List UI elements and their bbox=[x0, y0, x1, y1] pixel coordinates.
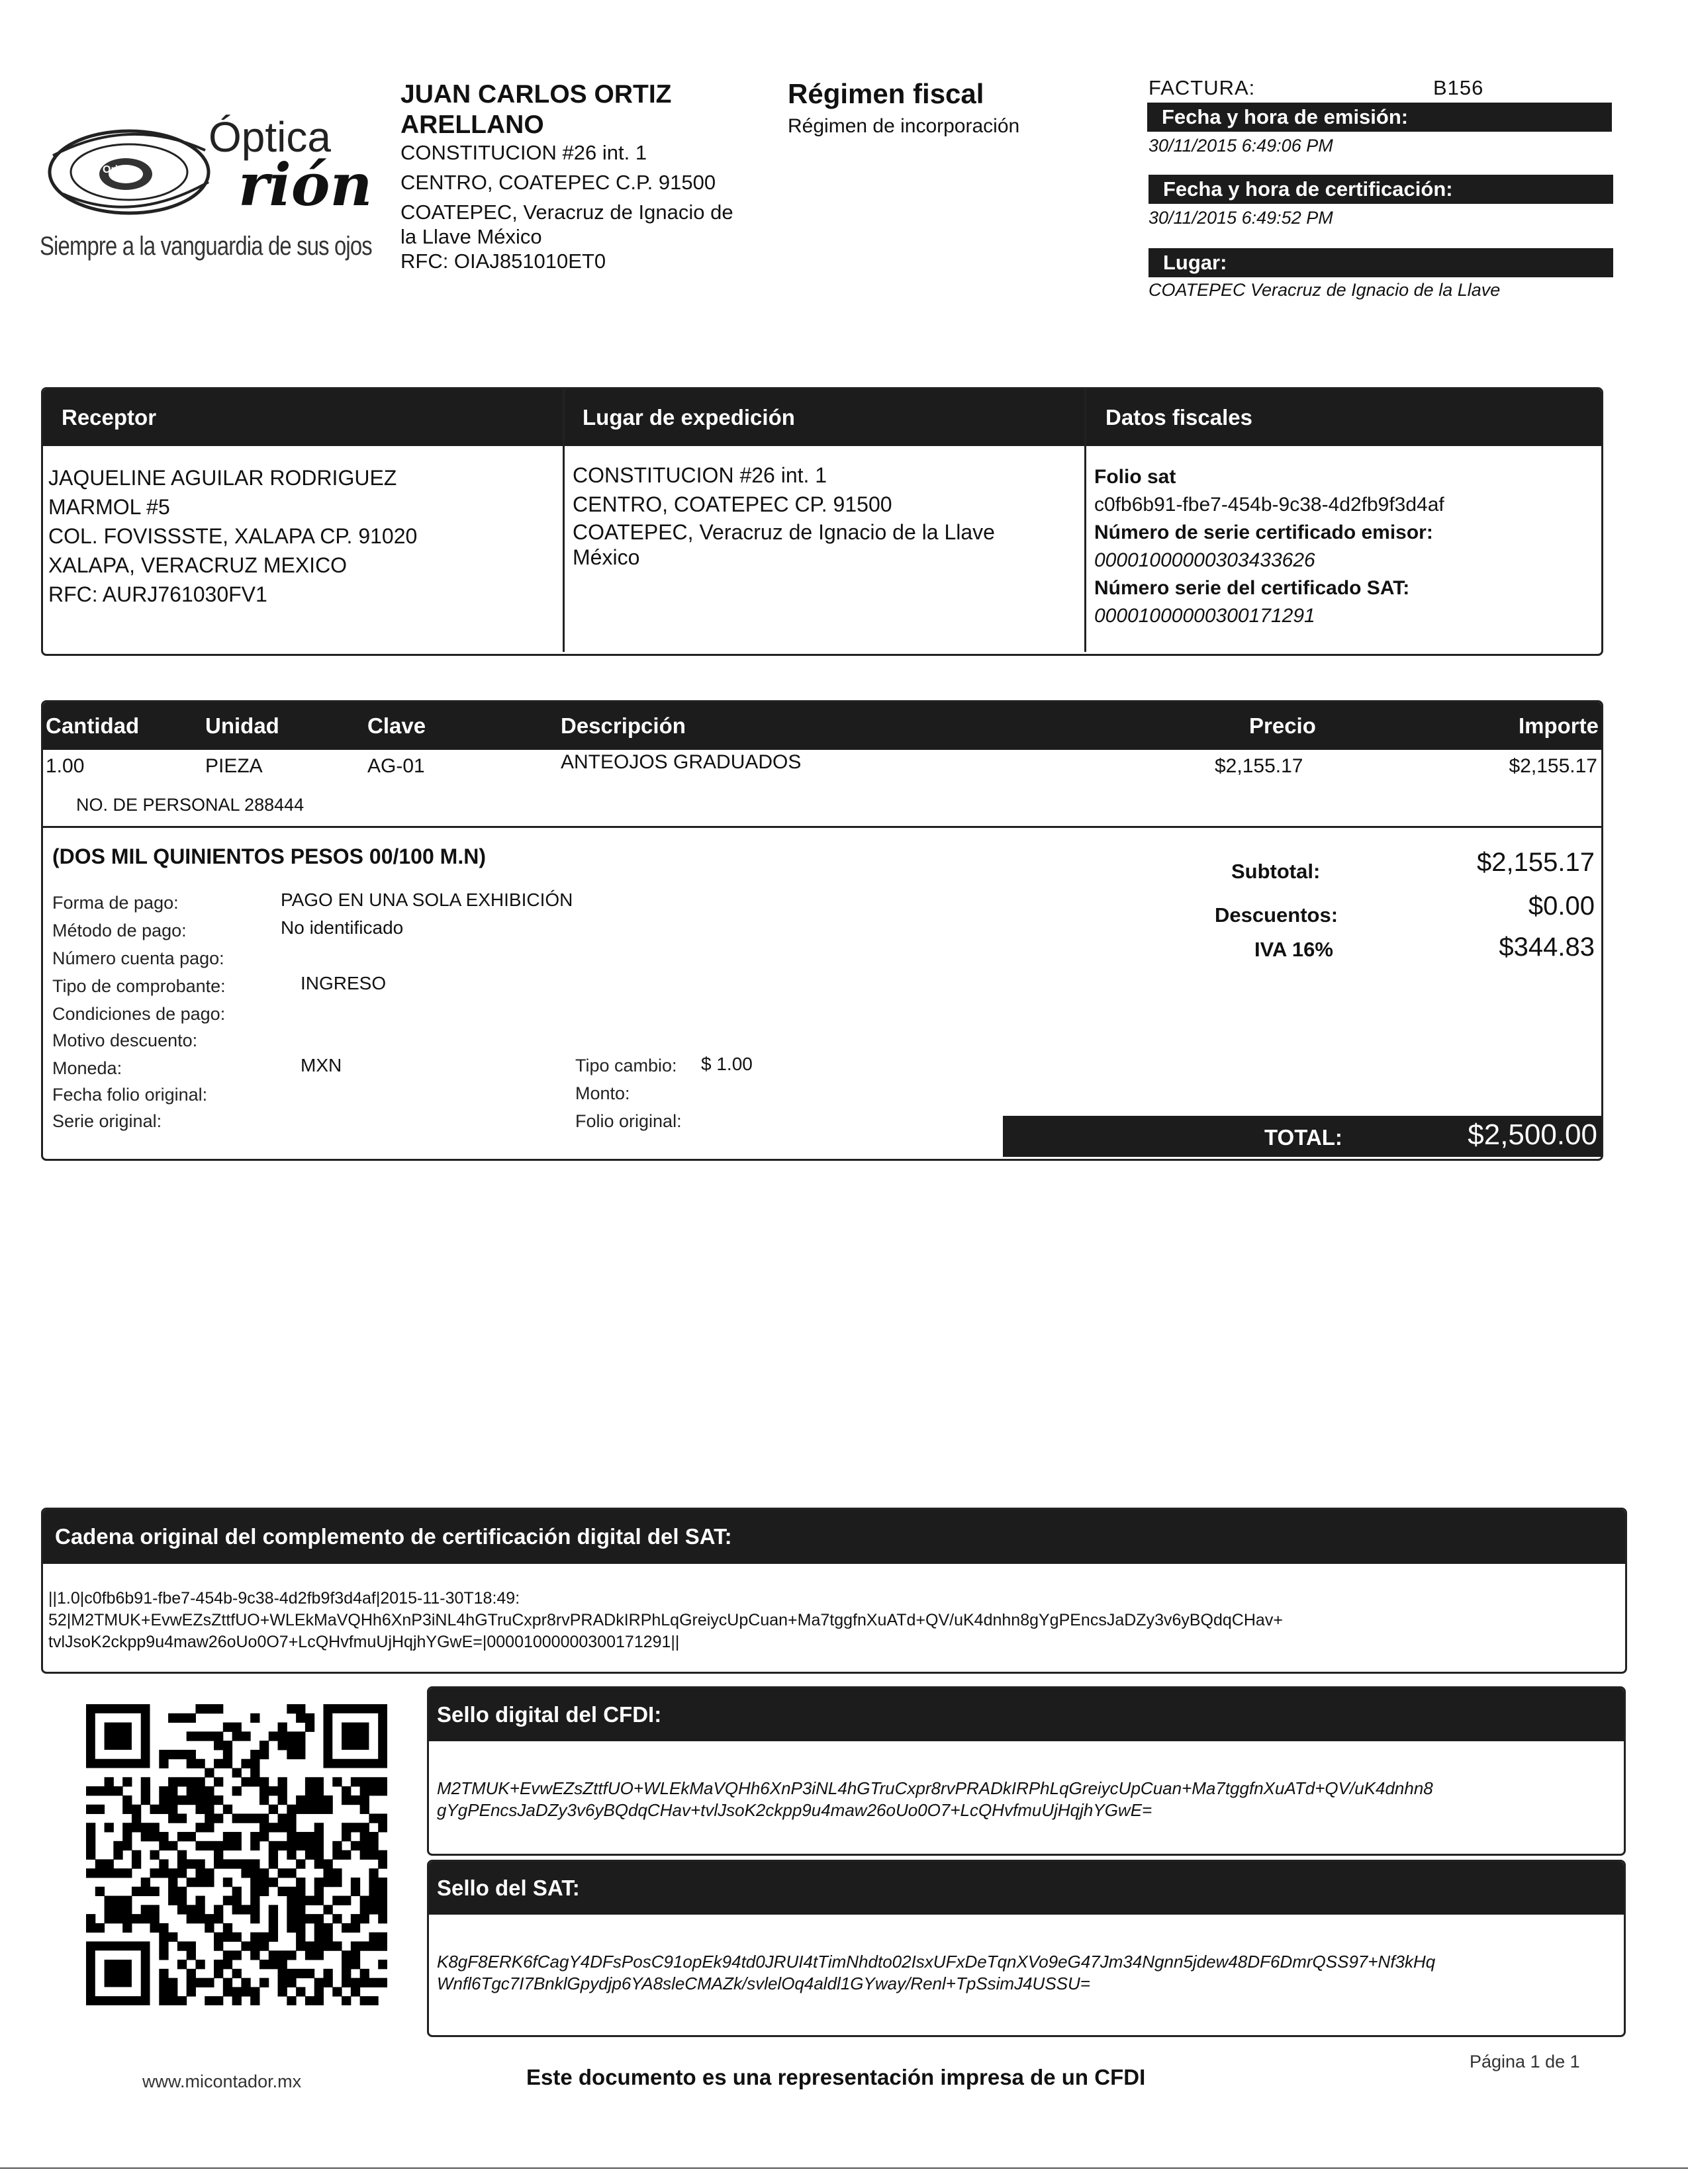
iva-label: IVA 16% bbox=[1254, 938, 1333, 961]
expedition-line1: CONSTITUCION #26 int. 1 bbox=[573, 463, 827, 487]
regime-title: Régimen fiscal bbox=[788, 78, 984, 109]
conditions-label: Condiciones de pago: bbox=[52, 1004, 226, 1024]
sello-sat-box bbox=[427, 1860, 1626, 2037]
expedition-line4: México bbox=[573, 545, 640, 569]
orig-series-label: Serie original: bbox=[52, 1111, 162, 1131]
cadena-text bbox=[48, 1588, 1611, 1653]
exchange-value: $ 1.00 bbox=[701, 1054, 753, 1074]
col-description: Descripción bbox=[561, 713, 686, 738]
col-amount: Importe bbox=[1518, 713, 1599, 738]
row-description: ANTEOJOS GRADUADOS bbox=[561, 751, 802, 773]
divider bbox=[563, 389, 565, 652]
items-box bbox=[41, 700, 1603, 1161]
logo-emblem-text: Orión bbox=[103, 164, 131, 175]
fiscal-details bbox=[1094, 463, 1597, 630]
emitter-name-line2: ARELLANO bbox=[400, 111, 544, 139]
cadena-line1: ||1.0|c0fb6b91-fbe7-454b-9c38-4d2fb9f3d4af|2015-11-30T18:49: bbox=[48, 1589, 520, 1608]
sello-cfdi-header: Sello digital del CFDI: bbox=[429, 1688, 1624, 1741]
item-note: NO. DE PERSONAL 288444 bbox=[76, 795, 305, 815]
cadena-box bbox=[41, 1508, 1627, 1674]
col-unit: Unidad bbox=[205, 713, 279, 738]
bottom-rule bbox=[0, 2167, 1688, 2169]
divider bbox=[43, 826, 1601, 828]
cadena-line2: 52|M2TMUK+EvwEZsZttfUO+WLEkMaVQHh6XnP3iNL4hGTruCxpr8rvPRADkIRPhLqGreiycUpCuan+Ma7tggfnXuATd+QV/uK4dnhn8gYgPEncsJaDZy3v6yBQdqCHav+ bbox=[48, 1611, 1283, 1629]
subtotal-value: $2,155.17 bbox=[1477, 848, 1595, 877]
cadena-header: Cadena original del complemento de certificación digital del SAT: bbox=[43, 1510, 1625, 1564]
parties-header-bar bbox=[43, 389, 1601, 446]
certification-value: 30/11/2015 6:49:52 PM bbox=[1149, 208, 1333, 228]
qr-code-icon bbox=[86, 1704, 387, 2005]
footer-page: Página 1 de 1 bbox=[1470, 2052, 1580, 2071]
regime-value: Régimen de incorporación bbox=[788, 115, 1020, 137]
folio-value: c0fb6b91-fbe7-454b-9c38-4d2fb9f3d4af bbox=[1094, 494, 1444, 516]
col-key: Clave bbox=[367, 713, 426, 738]
emitter-cert-value: 00001000000303433626 bbox=[1094, 549, 1315, 571]
receptor-street: MARMOL #5 bbox=[48, 495, 170, 519]
sello-sat-text bbox=[437, 1951, 1615, 1995]
emitter-address-line2: CENTRO, COATEPEC C.P. 91500 bbox=[400, 171, 716, 194]
parties-box bbox=[41, 387, 1603, 656]
payment-method-value: No identificado bbox=[281, 917, 404, 938]
receptor-header: Receptor bbox=[62, 405, 157, 430]
subtotal-label: Subtotal: bbox=[1231, 860, 1321, 883]
sello-sat-line2: Wnfl6Tgc7I7BnklGpydjp6YA8sleCMAZk/svlelOq4aldl1GYway/Renl+TpSsimJ4USSU= bbox=[437, 1974, 1090, 1993]
emitter-address-line4: la Llave México bbox=[400, 225, 542, 248]
currency-label: Moneda: bbox=[52, 1058, 122, 1078]
cadena-line3: tvlJsoK2ckpp9u4maw26oUo0O7+LcQHvfmuUjHqjhYGwE=|00001000000300171291|| bbox=[48, 1633, 680, 1651]
company-logo bbox=[40, 109, 384, 281]
emitter-block bbox=[400, 79, 771, 273]
sello-cfdi-line2: gYgPEncsJaDZy3v6yBQdqCHav+tvlJsoK2ckpp9u4maw26oUo0O7+LcQHvfmuUjHqjhYGwE= bbox=[437, 1800, 1152, 1820]
row-unit: PIEZA bbox=[205, 755, 263, 777]
logo-tagline: Siempre a la vanguardia de sus ojos bbox=[40, 232, 372, 261]
receptor-city: XALAPA, VERACRUZ MEXICO bbox=[48, 553, 348, 577]
discount-reason-label: Motivo descuento: bbox=[52, 1030, 198, 1050]
receptor-details bbox=[48, 463, 558, 609]
payment-form-value: PAGO EN UNA SOLA EXHIBICIÓN bbox=[281, 889, 573, 910]
emitter-address-line1: CONSTITUCION #26 int. 1 bbox=[400, 141, 647, 164]
sello-cfdi-text bbox=[437, 1778, 1615, 1821]
emitter-cert-label: Número de serie certificado emisor: bbox=[1094, 522, 1433, 543]
total-bar bbox=[1003, 1116, 1601, 1157]
row-amount: $2,155.17 bbox=[1509, 755, 1597, 777]
discounts-value: $0.00 bbox=[1528, 891, 1595, 921]
sat-cert-label: Número serie del certificado SAT: bbox=[1094, 577, 1410, 599]
payment-method-label: Método de pago: bbox=[52, 921, 187, 940]
emission-label: Fecha y hora de emisión: bbox=[1147, 103, 1612, 132]
orig-folio-date-label: Fecha folio original: bbox=[52, 1085, 208, 1105]
items-header-bar bbox=[43, 702, 1601, 750]
fiscal-header: Datos fiscales bbox=[1105, 405, 1252, 430]
expedition-line2: CENTRO, COATEPEC CP. 91500 bbox=[573, 492, 892, 516]
factura-number: B156 bbox=[1433, 76, 1484, 99]
folio-label: Folio sat bbox=[1094, 466, 1176, 488]
currency-value: MXN bbox=[301, 1055, 342, 1075]
emitter-rfc: RFC: OIAJ851010ET0 bbox=[400, 250, 606, 273]
col-quantity: Cantidad bbox=[46, 713, 140, 738]
row-key: AG-01 bbox=[367, 755, 425, 777]
divider bbox=[1084, 389, 1086, 652]
total-label: TOTAL: bbox=[1264, 1125, 1342, 1150]
receptor-name: JAQUELINE AGUILAR RODRIGUEZ bbox=[48, 466, 397, 490]
logo-brand-top: Óptica bbox=[209, 113, 331, 161]
row-price: $2,155.17 bbox=[1215, 755, 1303, 777]
receptor-rfc: RFC: AURJ761030FV1 bbox=[48, 582, 267, 606]
discounts-label: Descuentos: bbox=[1215, 903, 1338, 927]
expedition-line3: COATEPEC, Veracruz de Ignacio de la Llave bbox=[573, 520, 995, 544]
col-price: Precio bbox=[1249, 713, 1316, 738]
receptor-colony: COL. FOVISSSTE, XALAPA CP. 91020 bbox=[48, 524, 418, 548]
sello-cfdi-box bbox=[427, 1686, 1626, 1856]
place-label: Lugar: bbox=[1149, 248, 1613, 277]
total-value: $2,500.00 bbox=[1468, 1118, 1597, 1151]
account-label: Número cuenta pago: bbox=[52, 948, 224, 968]
payment-form-label: Forma de pago: bbox=[52, 893, 179, 913]
amount-label: Monto: bbox=[575, 1083, 630, 1103]
footer-website: www.micontador.mx bbox=[142, 2071, 302, 2091]
place-value: COATEPEC Veracruz de Ignacio de la Llave bbox=[1149, 280, 1501, 300]
expedition-details bbox=[573, 461, 1076, 569]
emitter-name-line1: JUAN CARLOS ORTIZ bbox=[400, 80, 672, 109]
sello-sat-header: Sello del SAT: bbox=[429, 1862, 1624, 1915]
logo-brand-script: rión bbox=[238, 150, 373, 219]
factura-label: FACTURA: bbox=[1149, 76, 1256, 99]
row-quantity: 1.00 bbox=[46, 755, 85, 777]
sello-cfdi-line1: M2TMUK+EvwEZsZttfUO+WLEkMaVQHh6XnP3iNL4hGTruCxpr8rvPRADkIRPhLqGreiycUpCuan+Ma7tggfnXuATd+QV/uK4dnhn8 bbox=[437, 1778, 1433, 1798]
footer-notice: Este documento es una representación impresa de un CFDI bbox=[526, 2065, 1146, 2089]
exchange-label: Tipo cambio: bbox=[575, 1056, 677, 1075]
amount-in-words: (DOS MIL QUINIENTOS PESOS 00/100 M.N) bbox=[52, 844, 486, 868]
voucher-type-value: INGRESO bbox=[301, 973, 387, 993]
expedition-header: Lugar de expedición bbox=[583, 405, 795, 430]
invoice-meta bbox=[1149, 76, 1612, 300]
certification-label: Fecha y hora de certificación: bbox=[1149, 175, 1613, 204]
iva-value: $344.83 bbox=[1499, 933, 1595, 962]
voucher-type-label: Tipo de comprobante: bbox=[52, 976, 226, 996]
regime-block bbox=[788, 78, 1132, 138]
orig-folio-label: Folio original: bbox=[575, 1111, 682, 1131]
sello-sat-line1: K8gF8ERK6fCagY4DFsPosC91opEk94td0JRUI4tTimNhdto02IsxUFxDeTqnXVo9eG47Jm34Ngnn5jdew48DF6DmrQSS97+Nf3kHq bbox=[437, 1952, 1436, 1972]
qr-code bbox=[86, 1704, 387, 2005]
sat-cert-value: 00001000000300171291 bbox=[1094, 605, 1315, 627]
emission-value: 30/11/2015 6:49:06 PM bbox=[1149, 136, 1333, 156]
emitter-address-line3: COATEPEC, Veracruz de Ignacio de bbox=[400, 201, 733, 224]
